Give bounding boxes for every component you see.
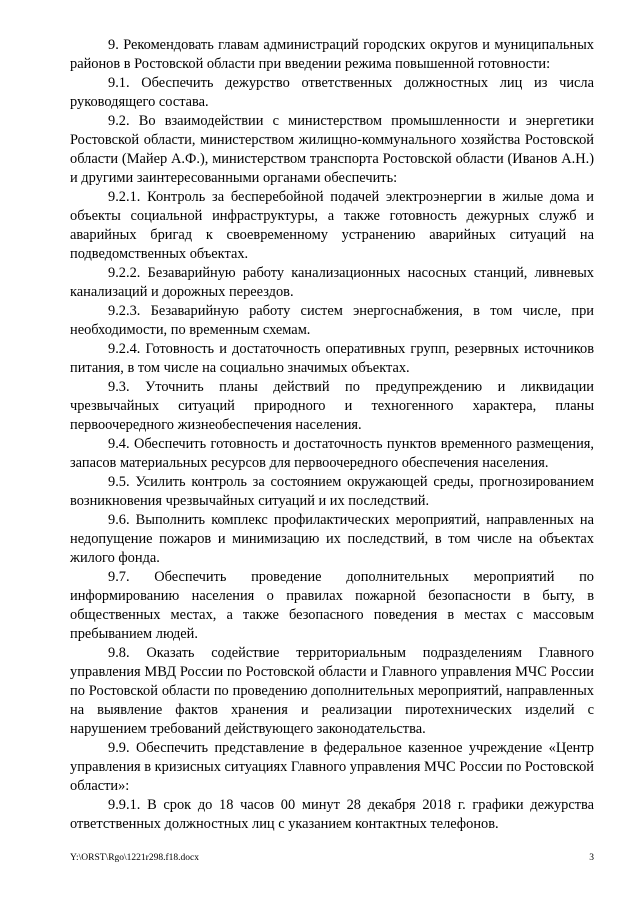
paragraph-9-5: 9.5. Усилить контроль за состоянием окружающей среды, прогнозированием возникновения чрезвычайных ситуаций и их последствий. — [70, 474, 594, 509]
paragraph-9-2-1: 9.2.1. Контроль за бесперебойной подачей электроэнергии в жилые дома и объекты социальной инфраструктуры, а также готовность дежурных служб и аварийных бригад к своевременному устранению аварийных ситуаций на подведомственных объектах. — [70, 189, 594, 262]
paragraph-9-7: 9.7. Обеспечить проведение дополнительных мероприятий по информированию населения о правилах пожарной безопасности в быту, в общественных местах, а также безопасного поведения в местах с массовым пребыванием людей. — [70, 569, 594, 642]
footer-file-path: Y:\ORST\Rgo\1221r298.f18.docx — [70, 853, 199, 863]
paragraph-9-3: 9.3. Уточнить планы действий по предупреждению и ликвидации чрезвычайных ситуаций природного и техногенного характера, планы первоочередного жизнеобеспечения населения. — [70, 379, 594, 433]
document-body — [70, 36, 594, 834]
paragraph-9-8: 9.8. Оказать содействие территориальным подразделениям Главного управления МВД России по Ростовской области и Главного управления МЧС России по Ростовской области по проведению дополнительных мероприятий, направленных на выявление фактов хранения и реализации пиротехнических изделий с нарушением требований действующего законодательства. — [70, 645, 594, 737]
paragraph-9-9-1: 9.9.1. В срок до 18 часов 00 минут 28 декабря 2018 г. графики дежурства ответственных должностных лиц с указанием контактных телефонов. — [70, 797, 594, 832]
paragraph-9-9: 9.9. Обеспечить представление в федеральное казенное учреждение «Центр управления в кризисных ситуациях Главного управления МЧС России по Ростовской области»: — [70, 740, 594, 794]
paragraph-9-6: 9.6. Выполнить комплекс профилактических мероприятий, направленных на недопущение пожаров и минимизацию их последствий, в том числе на объектах жилого фонда. — [70, 512, 594, 566]
paragraph-9-1: 9.1. Обеспечить дежурство ответственных должностных лиц из числа руководящего состава. — [70, 75, 594, 110]
paragraph-9: 9. Рекомендовать главам администраций городских округов и муниципальных районов в Ростовской области при введении режима повышенной готовности: — [70, 37, 594, 72]
paragraph-9-2-3: 9.2.3. Безаварийную работу систем энергоснабжения, в том числе, при необходимости, по временным схемам. — [70, 303, 594, 338]
footer-page-number: 3 — [589, 853, 594, 863]
paragraph-9-2: 9.2. Во взаимодействии с министерством промышленности и энергетики Ростовской области, министерством жилищно-коммунального хозяйства Ростовской области (Майер А.Ф.), министерством транспорта Ростовской области (Иванов А.Н.) и другими заинтересованными органами обеспечить: — [70, 113, 594, 186]
paragraph-9-2-4: 9.2.4. Готовность и достаточность оперативных групп, резервных источников питания, в том числе на социально значимых объектах. — [70, 341, 594, 376]
paragraph-9-4: 9.4. Обеспечить готовность и достаточность пунктов временного размещения, запасов материальных ресурсов для первоочередного обеспечения населения. — [70, 436, 594, 471]
paragraph-9-2-2: 9.2.2. Безаварийную работу канализационных насосных станций, ливневых канализаций и дорожных переездов. — [70, 265, 594, 300]
